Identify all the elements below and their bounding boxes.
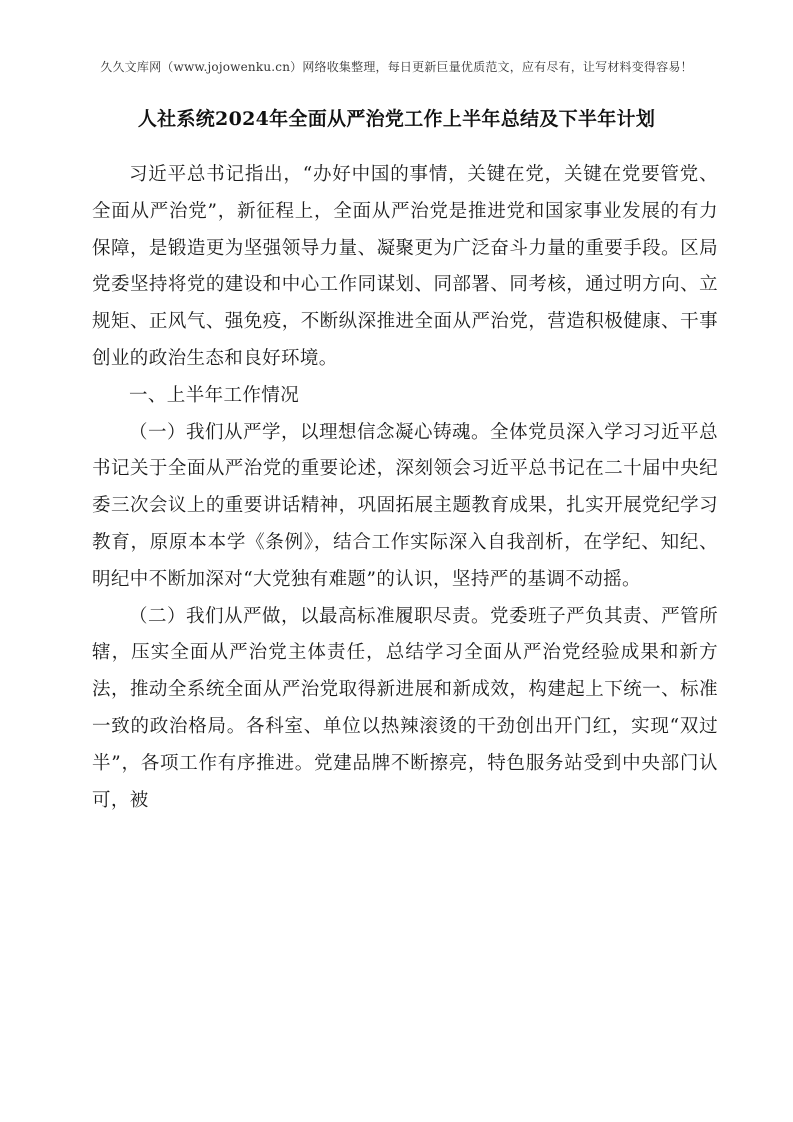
document-title: 人社系统2024年全面从严治党工作上半年总结及下半年计划 <box>137 108 656 130</box>
document-body <box>92 157 718 819</box>
paragraph-practice: （二）我们从严做，以最高标准履职尽责。党委班子严负其责、严管所辖，压实全面从严治党主体责任，总结学习全面从严治党经验成果和新方法，推动全系统全面从严治党取得新进展和新成效，构建起上下统一、标准一致的政治格局。各科室、单位以热辣滚烫的干劲创出开门红，实现“双过半”，各项工作有序推进。党建品牌不断擦亮，特色服务站受到中央部门认可，被 <box>92 605 718 811</box>
header-note: 久久文库网（www.jojowenku.cn）网络收集整理，每日更新巨量优质范文，应有尽有，让写材料变得容易！ <box>100 60 693 74</box>
paragraph-study: （一）我们从严学，以理想信念凝心铸魂。全体党员深入学习习近平总书记关于全面从严治党的重要论述，深刻领会习近平总书记在二十届中央纪委三次会议上的重要讲话精神，巩固拓展主题教育成果，扎实开展党纪学习教育，原原本本学《条例》，结合工作实际深入自我剖析，在学纪、知纪、明纪中不断加深对“大党独有难题”的认识，坚持严的基调不动摇。 <box>92 421 718 590</box>
section-heading: 一、上半年工作情况 <box>129 384 300 406</box>
paragraph-intro: 习近平总书记指出，“办好中国的事情，关键在党，关键在党要管党、全面从严治党”，新征程上，全面从严治党是推进党和国家事业发展的有力保障，是锻造更为坚强领导力量、凝聚更为广泛奋斗力量的重要手段。区局党委坚持将党的建设和中心工作同谋划、同部署、同考核，通过明方向、立规矩、正风气、强免疫，不断纵深推进全面从严治党，营造积极健康、干事创业的政治生态和良好环境。 <box>92 164 718 369</box>
